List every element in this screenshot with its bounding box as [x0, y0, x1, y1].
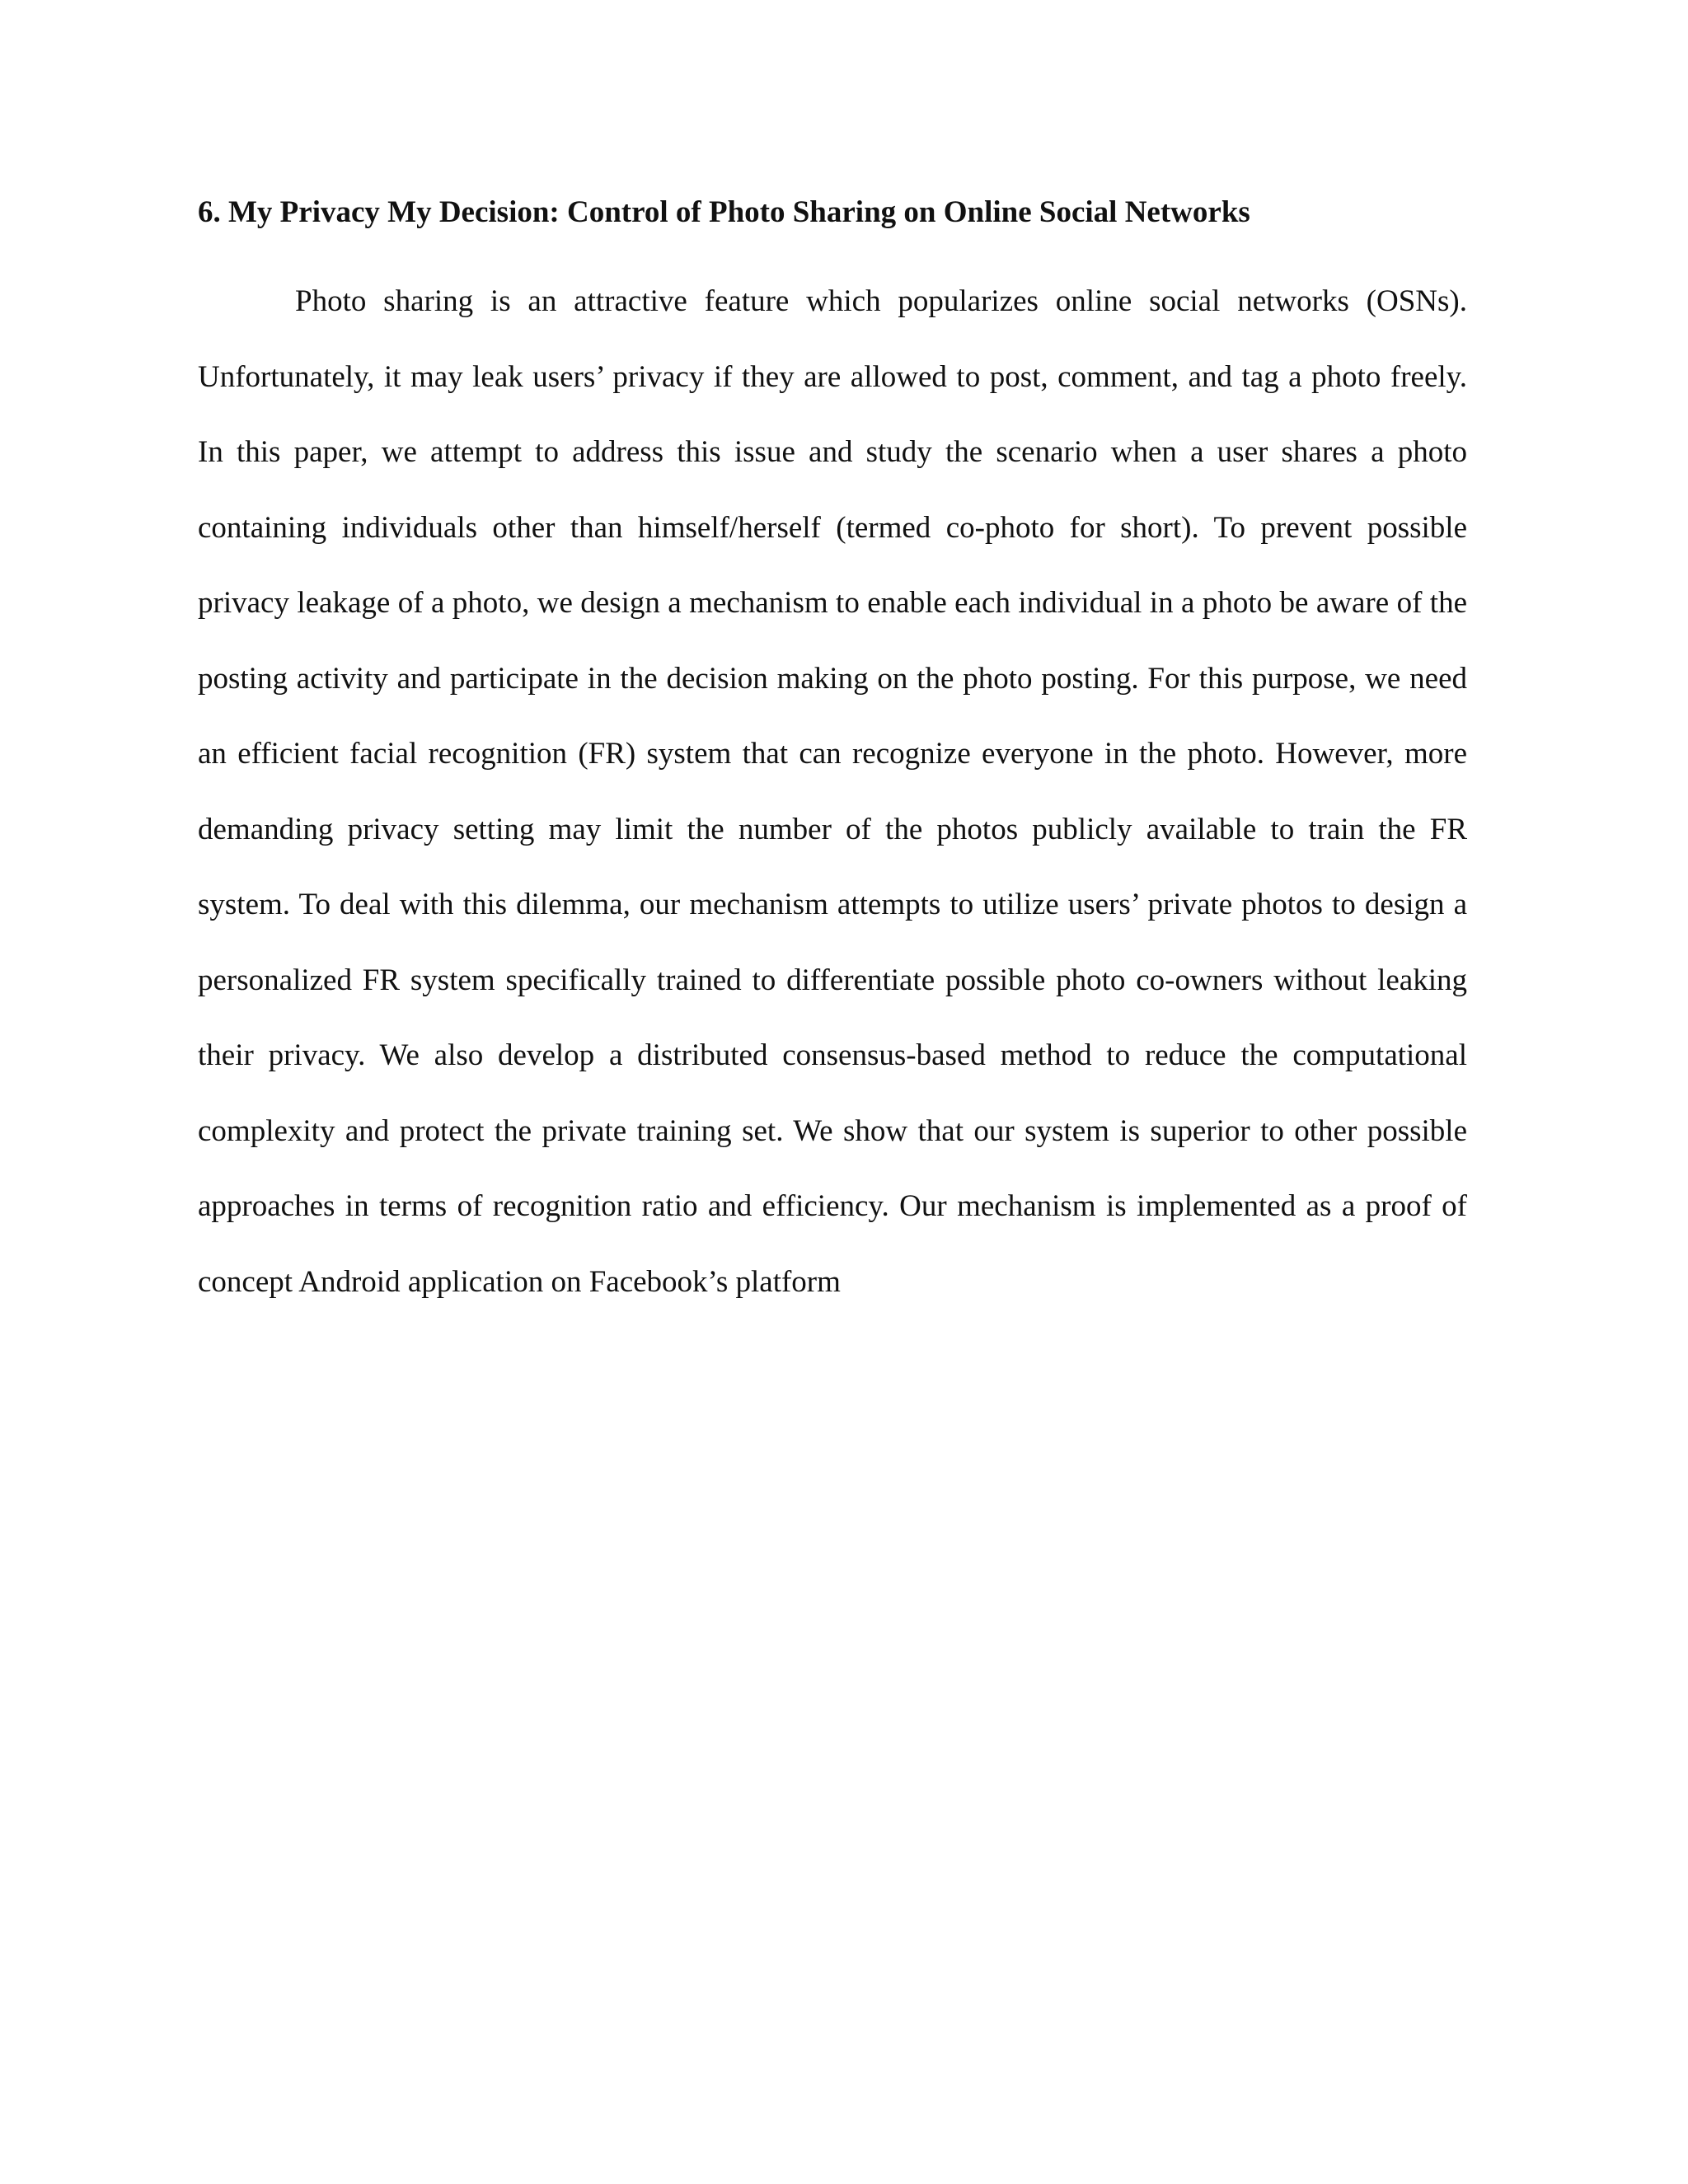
- abstract-paragraph: Photo sharing is an attractive feature which popularizes online social networks (OSNs). Unfortunately, it may leak users’ privacy if they are allowed to post, comment, and tag a photo freely. In this paper, we attempt to address this issue and study the scenario when a user shares a photo containing individuals other than himself/herself (termed co-photo for short). To prevent possible privacy leakage of a photo, we design a mechanism to enable each individual in a photo be aware of the posting activity and participate in the decision making on the photo posting. For this purpose, we need an efficient facial recognition (FR) system that can recognize everyone in the photo. However, more demanding privacy setting may limit the number of the photos publicly available to train the FR system. To deal with this dilemma, our mechanism attempts to utilize users’ private photos to design a personalized FR system specifically trained to differentiate possible photo co-owners without leaking their privacy. We also develop a distributed consensus-based method to reduce the computational complexity and protect the private training set. We show that our system is superior to other possible approaches in terms of recognition ratio and efficiency. Our mechanism is implemented as a proof of concept Android application on Facebook’s platform: [198, 284, 1467, 1299]
- section-heading: 6. My Privacy My Decision: Control of Photo Sharing on Online Social Networks: [198, 195, 1250, 229]
- document-content: [198, 190, 1467, 1319]
